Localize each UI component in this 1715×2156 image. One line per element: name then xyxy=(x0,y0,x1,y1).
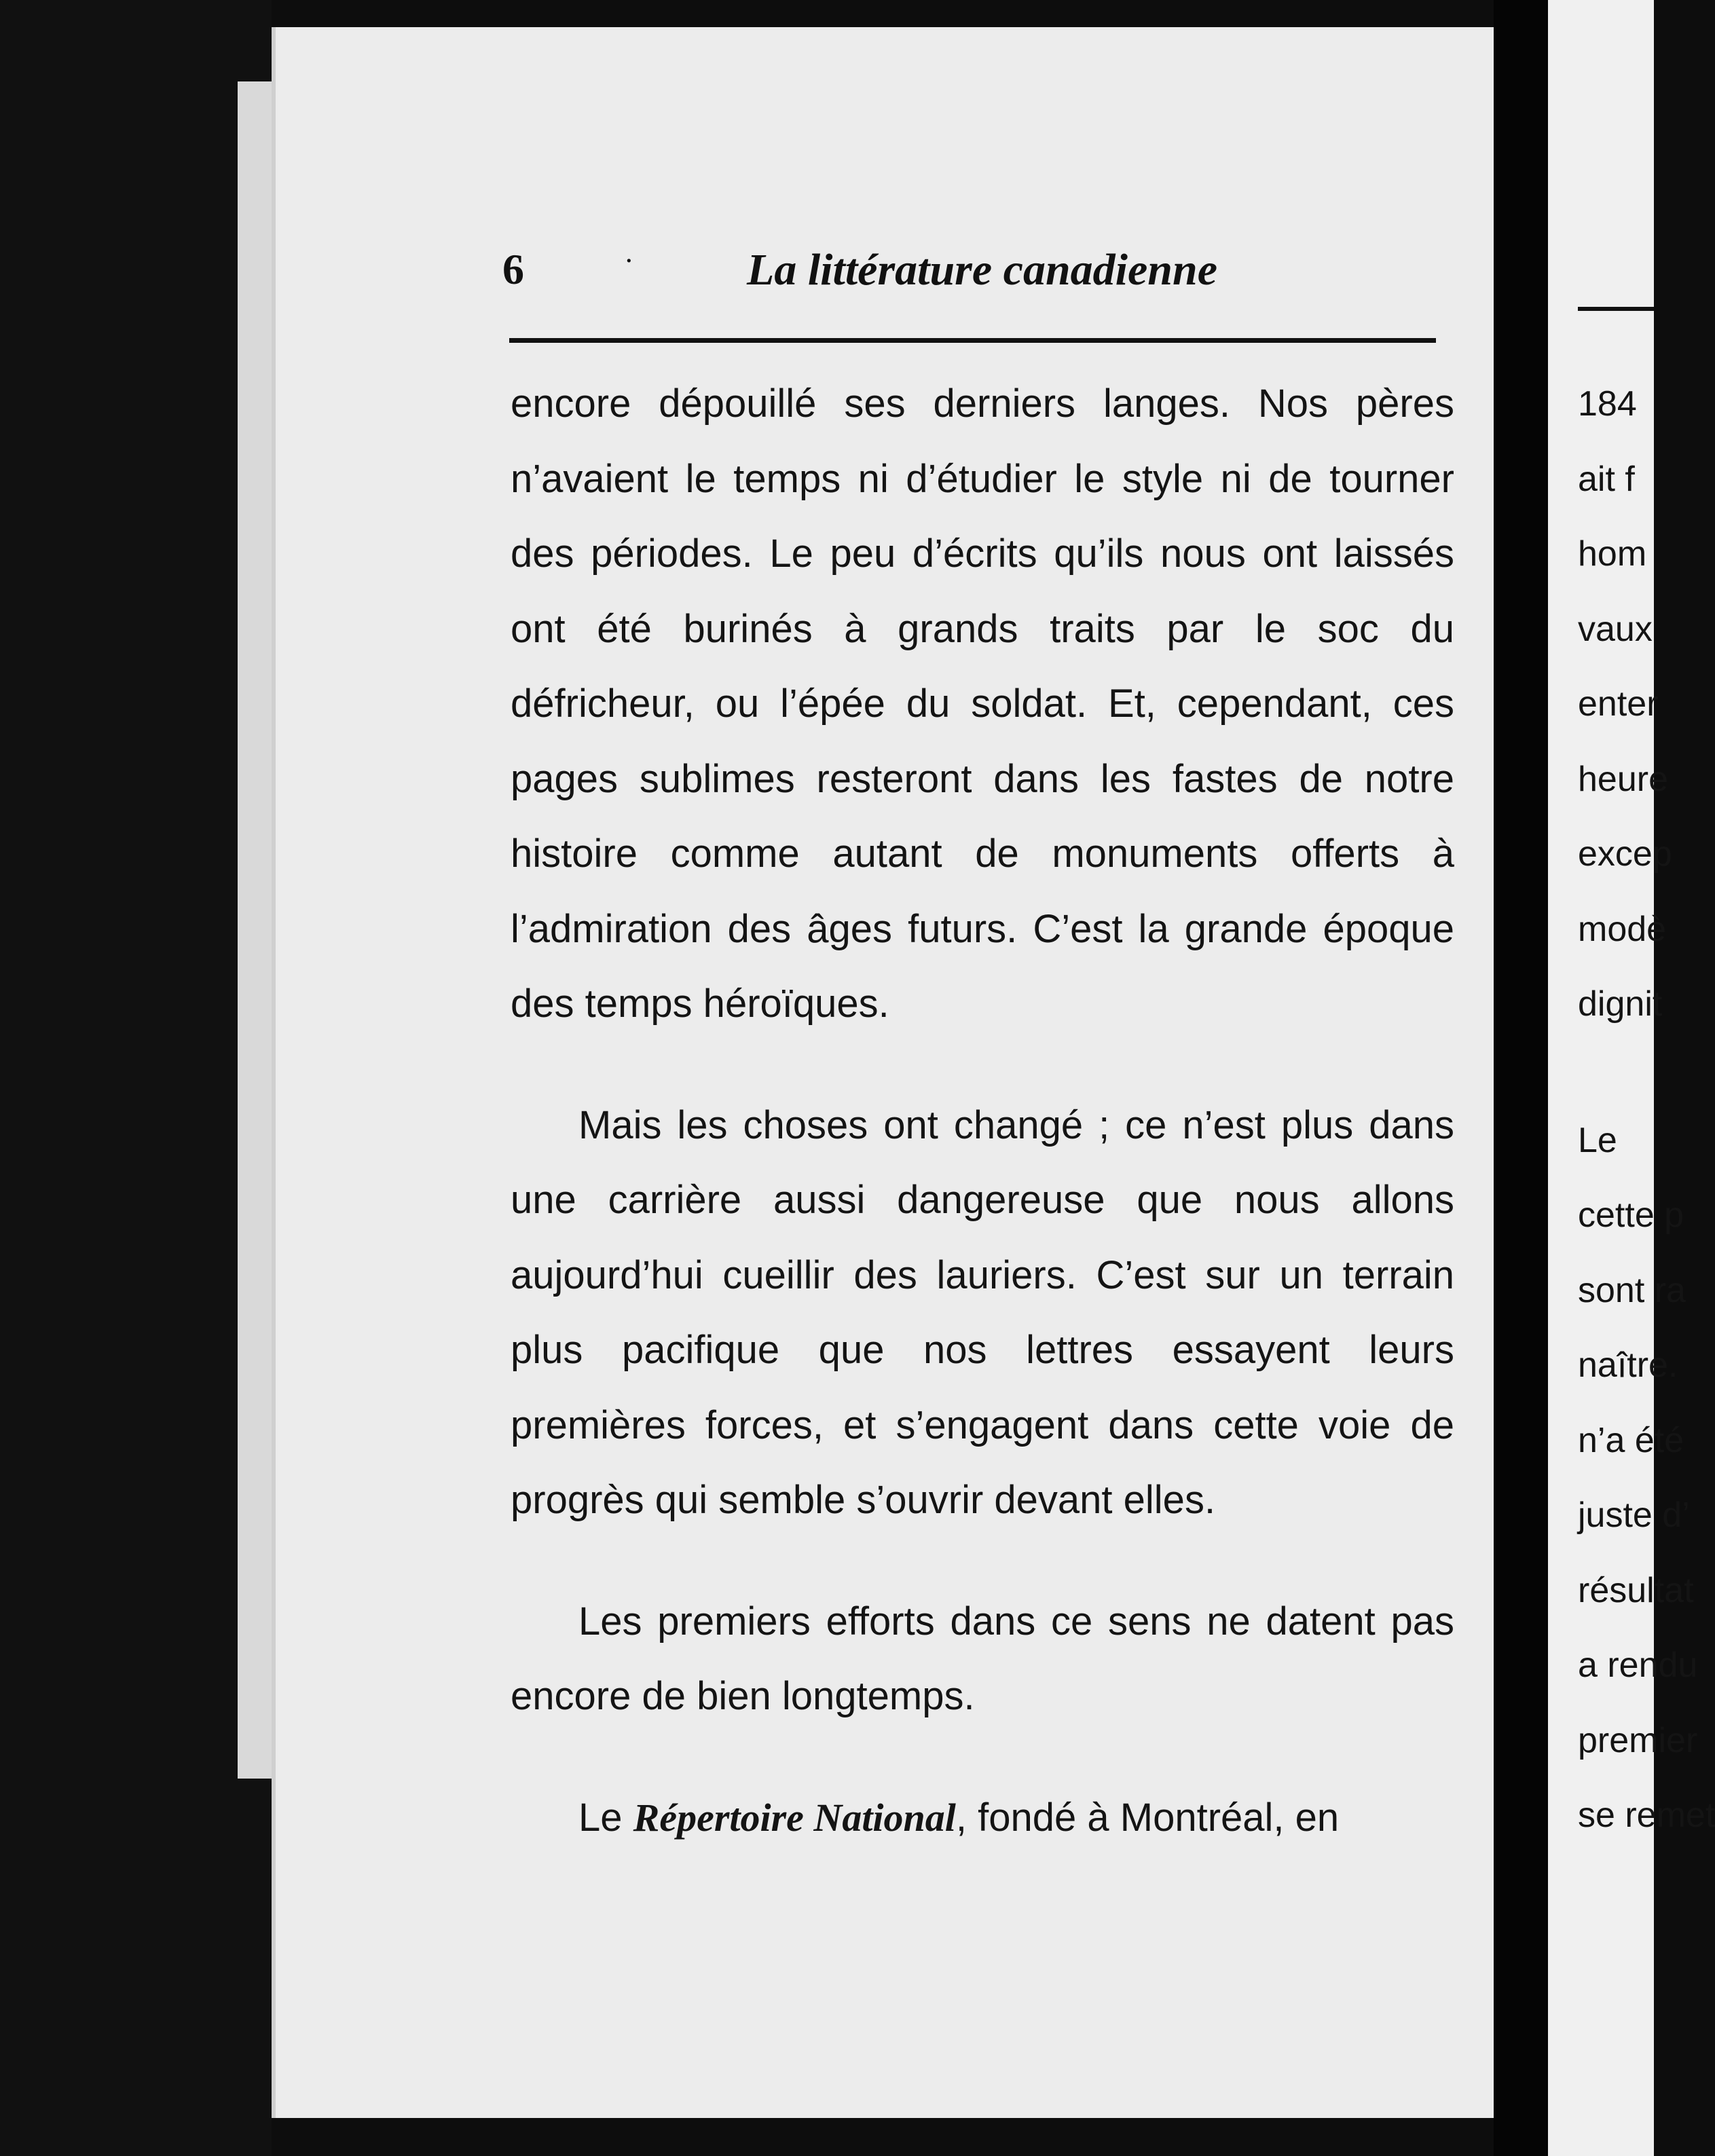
header-rule xyxy=(509,338,1436,343)
paragraph-4-suffix: , fondé à Montréal, en xyxy=(955,1795,1340,1840)
header-dot: · xyxy=(625,246,633,277)
scan-left-margin xyxy=(0,0,272,2156)
paragraph-2: Mais les choses ont changé ; ce n’est plus dans une carrière aussi dangereuse que nous allons aujourd’hui cueillir des lauriers. C’est sur un terrain plus pacifique que nos lettres essayent leurs premières forces, et s’engagent dans cette voie de progrès qui semble s’ouvrir devant elles. xyxy=(511,1102,1454,1522)
book-gutter xyxy=(1494,0,1548,2156)
facing-line: se remet xyxy=(1578,1796,1715,1835)
facing-line: vaux xyxy=(1578,609,1653,649)
facing-line: dignit xyxy=(1578,984,1663,1024)
paragraph-4 xyxy=(511,1781,1454,1856)
page-header xyxy=(502,231,1453,312)
facing-line: heure xyxy=(1578,759,1668,799)
facing-page-text xyxy=(1578,367,1715,1853)
facing-line: juste d’ xyxy=(1578,1495,1690,1535)
facing-line: hom xyxy=(1578,534,1647,574)
facing-line: enter xyxy=(1578,684,1659,724)
page-number: 6 xyxy=(502,245,524,293)
facing-gap xyxy=(1578,1042,1673,1103)
paragraph-3: Les premiers efforts dans ce sens ne datent pas encore de bien longtemps. xyxy=(511,1599,1454,1718)
facing-line: sont ra xyxy=(1578,1270,1686,1310)
facing-line: n’a été xyxy=(1578,1420,1684,1460)
facing-line: résultat xyxy=(1578,1570,1694,1610)
facing-line: 184 xyxy=(1578,384,1637,424)
paragraph-4-prefix: Le xyxy=(578,1795,633,1840)
paragraph-1: encore dépouillé ses derniers langes. Nos pères n’avaient le temps ni d’étudier le style ni de tourner des périodes. Le peu d’écrits qu’ils nous ont laissés ont été burinés à grands traits par le soc du défricheur, ou l’épée du soldat. Et, cependant, ces pages sublimes resteront dans les fastes de notre histoire comme autant de monuments offerts à l’admiration des âges futurs. C’est la grande époque des temps héroïques. xyxy=(511,382,1454,1026)
repertoire-title: Répertoire National xyxy=(633,1795,956,1840)
facing-line: modè xyxy=(1578,909,1667,949)
facing-line: Le xyxy=(1578,1120,1617,1160)
facing-line: excep xyxy=(1578,834,1672,874)
facing-line: a rendu xyxy=(1578,1646,1698,1685)
facing-line: premier xyxy=(1578,1720,1698,1760)
running-title: La littérature canadienne xyxy=(747,245,1217,295)
facing-line: naître. xyxy=(1578,1345,1678,1385)
body-text xyxy=(511,367,1454,1855)
facing-page-rule xyxy=(1578,307,1654,311)
facing-line: cette p xyxy=(1578,1195,1684,1235)
facing-line: ait f xyxy=(1578,459,1635,499)
